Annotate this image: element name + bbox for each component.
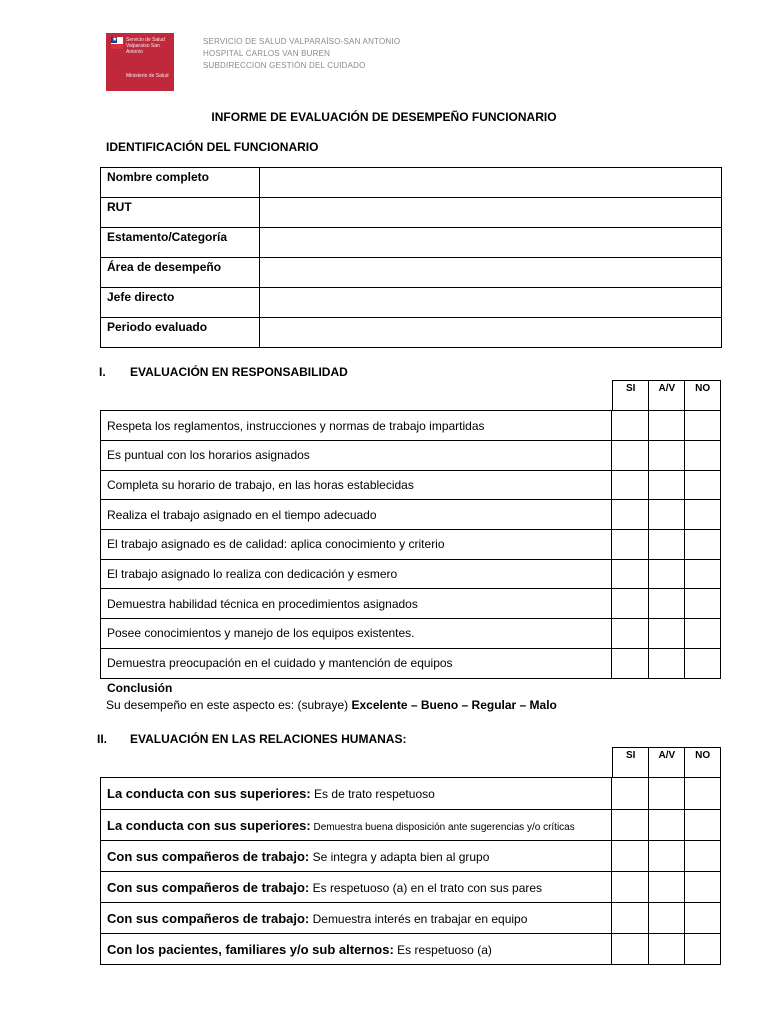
check-cell-si[interactable] [612,903,649,934]
check-cell-av[interactable] [649,500,685,530]
check-cell-av[interactable] [649,810,685,841]
check-cell-av[interactable] [649,934,685,965]
identification-label: Jefe directo [101,288,260,318]
criterion-text: Demuestra preocupación en el cuidado y mantención de equipos [101,648,612,678]
check-cell-no[interactable] [685,500,721,530]
criterion-lead: Con los pacientes, familiares y/o sub alternos: [107,941,394,957]
check-cell-no[interactable] [685,411,721,441]
criterion-row [101,810,721,841]
col-no: NO [685,748,721,778]
section2-column-header [612,747,721,778]
section2-heading: EVALUACIÓN EN LAS RELACIONES HUMANAS: [130,732,407,746]
check-cell-no[interactable] [685,934,721,965]
criterion-cell [101,810,612,841]
criterion-text: Se integra y adapta bien al grupo [309,849,490,864]
check-cell-si[interactable] [612,441,649,471]
col-si: SI [613,381,649,411]
identification-row [101,198,722,228]
logo-text: Servicio de Salud Valparaíso San Antonio [126,37,165,55]
criterion-row [101,619,721,649]
check-cell-av[interactable] [649,778,685,810]
criterion-text: Es respetuoso (a) en el trato con sus pares [309,880,543,895]
check-cell-no[interactable] [685,778,721,810]
check-cell-no[interactable] [685,441,721,471]
criterion-text: Realiza el trabajo asignado en el tiempo adecuado [101,500,612,530]
check-cell-no[interactable] [685,810,721,841]
conclusion-options: Excelente – Bueno – Regular – Malo [351,698,557,712]
check-cell-si[interactable] [612,589,649,619]
identification-label: RUT [101,198,260,228]
check-cell-si[interactable] [612,530,649,560]
criterion-cell [101,934,612,965]
section1-number: I. [99,365,106,379]
criterion-row [101,903,721,934]
criterion-text: El trabajo asignado es de calidad: aplica conocimiento y criterio [101,530,612,560]
criterion-cell [101,778,612,810]
check-cell-av[interactable] [649,530,685,560]
identification-value-field[interactable] [259,318,721,348]
criterion-lead: Con sus compañeros de trabajo: [107,848,310,864]
section1-heading: EVALUACIÓN EN RESPONSABILIDAD [130,365,348,379]
check-cell-av[interactable] [649,559,685,589]
check-cell-no[interactable] [685,872,721,903]
criterion-row [101,441,721,471]
criterion-text: Es respetuoso (a) [393,942,492,957]
criterion-text: Respeta los reglamentos, instrucciones y normas de trabajo impartidas [101,411,612,441]
identification-row [101,258,722,288]
criterion-lead: La conducta con sus superiores: [107,786,311,801]
check-cell-no[interactable] [685,648,721,678]
check-cell-av[interactable] [649,903,685,934]
identification-row [101,228,722,258]
criterion-text: Posee conocimientos y manejo de los equipos existentes. [101,619,612,649]
conclusion-block [106,680,557,714]
identification-label: Área de desempeño [101,258,260,288]
col-av: A/V [649,381,685,411]
header-line-service: SERVICIO DE SALUD VALPARAÍSO-SAN ANTONIO [203,37,401,46]
check-cell-si[interactable] [612,841,649,872]
check-cell-si[interactable] [612,470,649,500]
criterion-row [101,500,721,530]
identification-heading: IDENTIFICACIÓN DEL FUNCIONARIO [106,140,319,154]
section2-number: II. [97,732,108,746]
check-cell-av[interactable] [649,470,685,500]
identification-value-field[interactable] [259,168,721,198]
check-cell-si[interactable] [612,559,649,589]
criterion-text: Demuestra buena disposición ante sugerencias y/o críticas [310,821,575,833]
check-cell-si[interactable] [612,411,649,441]
check-cell-no[interactable] [685,903,721,934]
check-cell-av[interactable] [649,872,685,903]
identification-row [101,168,722,198]
criterion-cell [101,841,612,872]
identification-row [101,288,722,318]
criterion-row [101,934,721,965]
check-cell-av[interactable] [649,589,685,619]
criterion-text: Completa su horario de trabajo, en las horas establecidas [101,470,612,500]
check-cell-av[interactable] [649,619,685,649]
conclusion-label: Conclusión [107,681,173,695]
identification-label: Nombre completo [101,168,260,198]
check-cell-no[interactable] [685,589,721,619]
section1-table [100,410,721,679]
check-cell-av[interactable] [649,841,685,872]
criterion-row [101,411,721,441]
identification-value-field[interactable] [259,198,721,228]
col-av: A/V [649,748,685,778]
criterion-row [101,778,721,810]
criterion-text: Es de trato respetuoso [310,787,435,801]
criterion-cell [101,903,612,934]
criterion-lead: Con sus compañeros de trabajo: [107,910,310,926]
conclusion-text: Su desempeño en este aspecto es: (subraye) [106,698,352,712]
section1-column-header [612,380,721,411]
check-cell-si[interactable] [612,934,649,965]
document-title: INFORME DE EVALUACIÓN DE DESEMPEÑO FUNCIONARIO [211,110,557,124]
section2-table [100,777,721,965]
criterion-row [101,589,721,619]
criterion-text: Demuestra interés en trabajar en equipo [309,911,528,926]
check-cell-si[interactable] [612,810,649,841]
criterion-lead: Con sus compañeros de trabajo: [107,879,310,895]
col-no: NO [685,381,721,411]
criterion-text: El trabajo asignado lo realiza con dedicación y esmero [101,559,612,589]
criterion-row [101,841,721,872]
check-cell-si[interactable] [612,619,649,649]
header-line-hospital: HOSPITAL CARLOS VAN BUREN [203,49,331,58]
check-cell-no[interactable] [685,530,721,560]
check-cell-no[interactable] [685,470,721,500]
identification-label: Estamento/Categoría [101,228,260,258]
criterion-row [101,530,721,560]
check-cell-no[interactable] [685,559,721,589]
identification-value-field[interactable] [259,258,721,288]
identification-row [101,318,722,348]
criterion-row [101,872,721,903]
check-cell-si[interactable] [612,872,649,903]
criterion-row [101,470,721,500]
identification-label: Periodo evaluado [101,318,260,348]
check-cell-av[interactable] [649,441,685,471]
criterion-text: Es puntual con los horarios asignados [101,441,612,471]
check-cell-si[interactable] [612,500,649,530]
identification-value-field[interactable] [259,288,721,318]
check-cell-no[interactable] [685,619,721,649]
criterion-row [101,648,721,678]
institution-logo [106,33,174,91]
criterion-row [101,559,721,589]
check-cell-no[interactable] [685,841,721,872]
logo-ministry-text: Ministerio de Salud [126,73,169,79]
identification-table [100,167,722,348]
criterion-text: Demuestra habilidad técnica en procedimientos asignados [101,589,612,619]
check-cell-av[interactable] [649,411,685,441]
identification-value-field[interactable] [259,228,721,258]
check-cell-si[interactable] [612,648,649,678]
col-si: SI [613,748,649,778]
check-cell-si[interactable] [612,778,649,810]
check-cell-av[interactable] [649,648,685,678]
chile-flag-icon: ★ [111,37,123,49]
header-line-subdirection: SUBDIRECCION GESTIÓN DEL CUIDADO [203,61,366,70]
criterion-cell [101,872,612,903]
criterion-lead: La conducta con sus superiores: [107,817,311,833]
